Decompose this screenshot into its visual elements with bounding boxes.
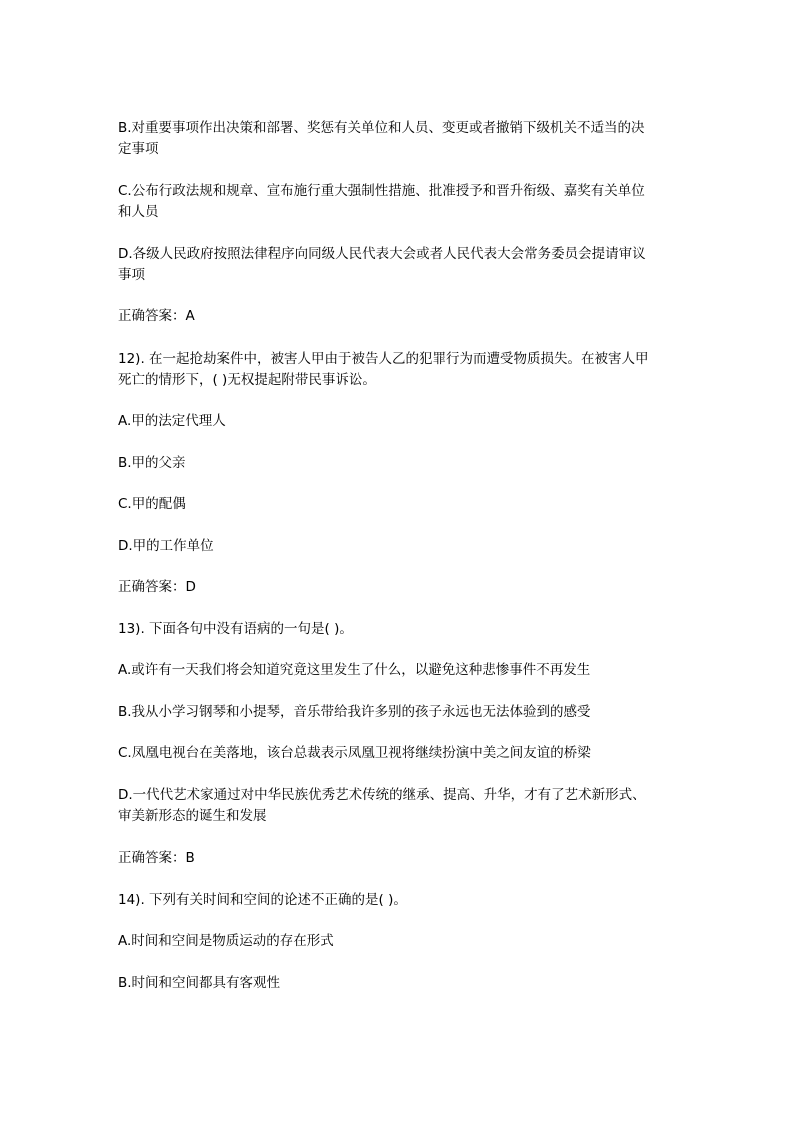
q11-option-d-line2: 事项 xyxy=(118,267,145,283)
q13-answer: 正确答案：B xyxy=(118,850,195,866)
q14-option-a: A.时间和空间是物质运动的存在形式 xyxy=(118,933,334,949)
q11-option-d-line1: D.各级人民政府按照法律程序向同级人民代表大会或者人民代表大会常务委员会提请审议 xyxy=(118,246,646,262)
q12-stem-line1: 12). 在一起抢劫案件中，被害人甲由于被告人乙的犯罪行为而遭受物质损失。在被害人甲 xyxy=(118,351,649,367)
q11-answer: 正确答案：A xyxy=(118,308,195,324)
q12-option-b: B.甲的父亲 xyxy=(118,455,186,471)
q13-option-a: A.或许有一天我们将会知道究竟这里发生了什么，以避免这种悲惨事件不再发生 xyxy=(118,662,591,678)
q12-option-c: C.甲的配偶 xyxy=(118,496,186,512)
q13-option-b: B.我从小学习钢琴和小提琴，音乐带给我许多别的孩子永远也无法体验到的感受 xyxy=(118,704,591,720)
q13-option-c: C.凤凰电视台在美落地，该台总裁表示凤凰卫视将继续扮演中美之间友谊的桥梁 xyxy=(118,745,591,761)
q13-option-d-line1: D.一代代艺术家通过对中华民族优秀艺术传统的继承、提高、升华，才有了艺术新形式、 xyxy=(118,787,646,803)
q12-option-d: D.甲的工作单位 xyxy=(118,538,214,554)
q13-option-d-line2: 审美新形态的诞生和发展 xyxy=(118,808,267,824)
q14-stem: 14). 下列有关时间和空间的论述不正确的是( )。 xyxy=(118,892,407,908)
q11-option-b-line1: B.对重要事项作出决策和部署、奖惩有关单位和人员、变更或者撤销下级机关不适当的决 xyxy=(118,120,645,136)
q13-stem: 13). 下面各句中没有语病的一句是( )。 xyxy=(118,621,353,637)
q12-stem-line2: 死亡的情形下，( )无权提起附带民事诉讼。 xyxy=(118,372,376,388)
q11-option-c-line1: C.公布行政法规和规章、宣布施行重大强制性措施、批准授予和晋升衔级、嘉奖有关单位 xyxy=(118,183,645,199)
q14-option-b: B.时间和空间都具有客观性 xyxy=(118,975,281,991)
q12-answer: 正确答案：D xyxy=(118,579,196,595)
q11-option-c-line2: 和人员 xyxy=(118,204,159,220)
q11-option-b-line2: 定事项 xyxy=(118,141,159,157)
q12-option-a: A.甲的法定代理人 xyxy=(118,413,226,429)
